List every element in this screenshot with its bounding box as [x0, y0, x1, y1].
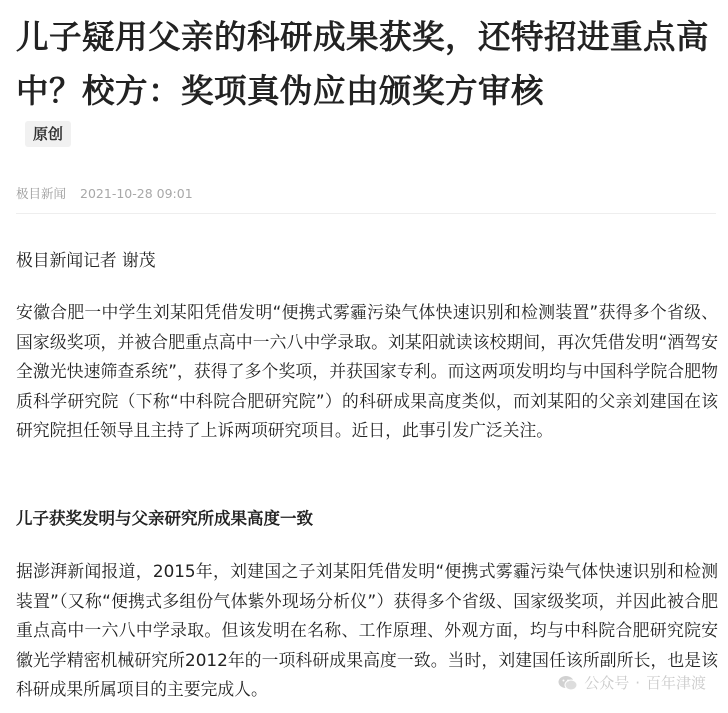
article-meta	[16, 184, 193, 202]
wechat-icon	[558, 675, 578, 691]
article-paragraph-1: 安徽合肥一中学生刘某阳凭借发明“便携式雾霾污染气体快速识别和检测装置”获得多个省级、国家级奖项，并被合肥重点高中一六八中学录取。刘某阳就读该校期间，再次凭借发明“酒驾安全激光快速筛查系统”，获得了多个奖项，并获国家专利。而这两项发明均与中国科学院合肥物质科学研究院（下称“中科院合肥研究院”）的科研成果高度类似，而刘某阳的父亲刘建国在该研究院担任领导且主持了上诉两项研究项目。近日，此事引发广泛关注。	[16, 302, 718, 441]
reporter-line: 极目新闻记者 谢茂	[16, 250, 156, 270]
watermark-separator: ·	[635, 673, 640, 692]
article-title: 儿子疑用父亲的科研成果获奖，还特招进重点高中？校方：奖项真伪应由颁奖方审核	[16, 18, 710, 110]
original-badge: 原创	[25, 121, 71, 147]
watermark-label: 公众号	[584, 674, 630, 692]
section-subheading: 儿子获奖发明与父亲研究所成果高度一致	[16, 509, 313, 528]
watermark-name: 百年津渡	[645, 674, 706, 692]
article-paragraph-2: 据澎湃新闻报道，2015年，刘建国之子刘某阳凭借发明“便携式雾霾污染气体快速识别和检测装置”（又称“便携式多组份气体紫外现场分析仪”）获得多个省级、国家级奖项，并因此被合肥重点高中一六八中学录取。但该发明在名称、工作原理、外观方面，均与中科院合肥研究院安徽光学精密机械研究所2012年的一项科研成果高度一致。当时，刘建国任该所副所长，也是该科研成果所属项目的主要完成人。	[16, 561, 718, 700]
divider	[16, 213, 716, 214]
source-name[interactable]: 极目新闻	[16, 186, 67, 201]
watermark	[558, 672, 706, 693]
publish-date: 2021-10-28 09:01	[80, 186, 193, 201]
